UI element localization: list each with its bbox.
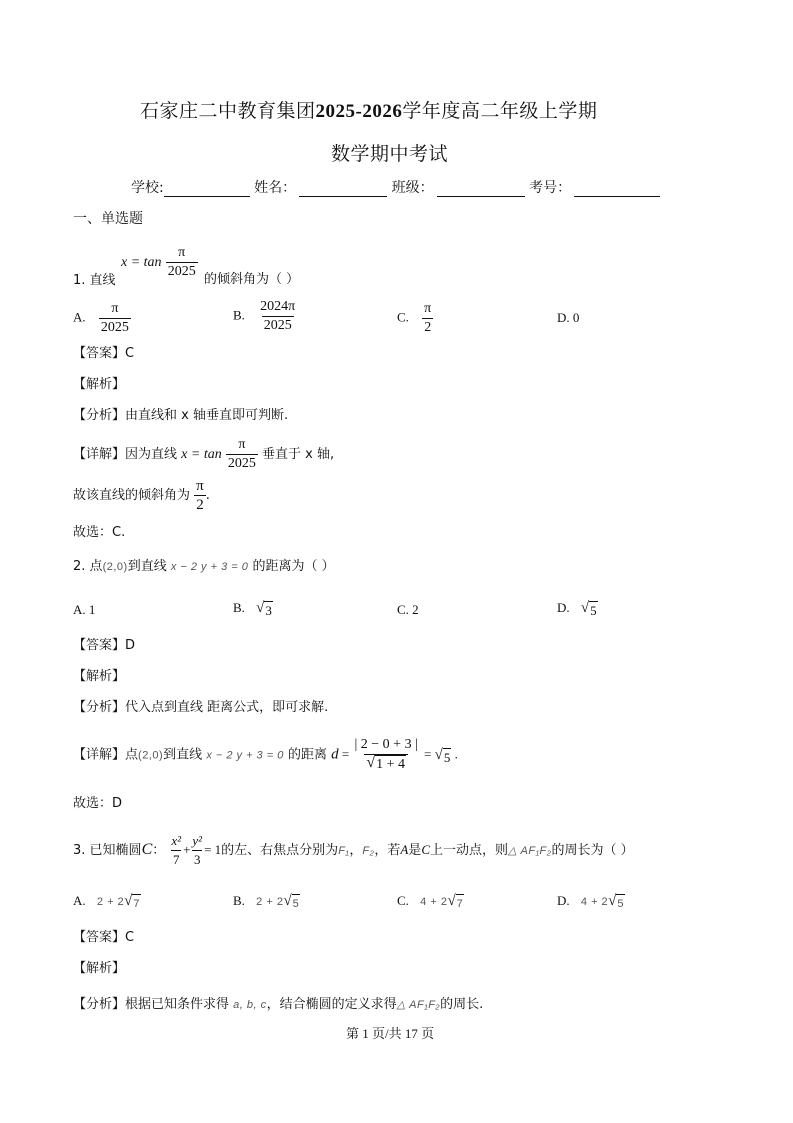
title-grade: 学年度高二年级上学期: [402, 100, 598, 122]
sqrt-symbol: √ 3: [256, 600, 272, 618]
option-text: 2: [412, 602, 419, 617]
frac-num: π: [238, 437, 246, 452]
q1-frac-num: π: [178, 245, 186, 260]
option-key: A.: [73, 309, 86, 325]
q1-answer: [73, 345, 134, 363]
xiangjie-fraction: [226, 436, 258, 473]
q3-tail: 的周长为（ ）: [551, 843, 634, 858]
frac-den: 2025: [100, 320, 129, 335]
option-key: C.: [397, 309, 409, 325]
name-label: 姓名：: [254, 180, 297, 196]
sqrt-symbol: √ 5: [580, 600, 597, 618]
conclude-text: 故该直线的倾斜角为: [73, 488, 191, 503]
q1-eq-fraction: [166, 244, 198, 281]
frac-den: 3: [193, 852, 201, 867]
sqrt-value: 5: [292, 894, 301, 913]
class-blank[interactable]: [437, 182, 525, 197]
xiangjie-line: x − 2 y + 3 = 0: [206, 749, 284, 762]
q2-option-d[interactable]: [557, 599, 598, 620]
name-blank[interactable]: [299, 182, 387, 197]
answer-label: 【答案】: [73, 930, 126, 945]
fenxi-mid: ，结合椭圆的定义求得: [266, 997, 397, 1012]
frac-num: | 2 − 0 + 3 |: [354, 737, 418, 752]
examno-label: 考号：: [529, 180, 572, 196]
q2-option-a[interactable]: [73, 601, 95, 619]
q2-analysis-label: 【解析】: [73, 669, 126, 684]
school-blank[interactable]: [164, 182, 250, 197]
q3-mid4: 上一动点，则: [429, 843, 508, 858]
fenxi-post: 的周长.: [440, 997, 484, 1012]
q3-option-d[interactable]: [557, 892, 625, 913]
q1-tail: 的倾斜角为（ ）: [204, 272, 300, 287]
q1-conclusion: [73, 477, 210, 514]
option-key: B.: [233, 600, 245, 615]
sqrt-value: 7: [456, 894, 465, 913]
q3-mid: 的左、右焦点分别为: [221, 843, 339, 858]
conclude-period: .: [205, 488, 210, 503]
fenxi-pre: 根据已知条件求得: [125, 997, 230, 1012]
q3-lead: 已知椭圆: [89, 843, 142, 858]
q1-xiangjie: [73, 436, 334, 473]
q1-option-c[interactable]: [397, 300, 433, 337]
frac-num: π: [111, 301, 119, 316]
option-key: C.: [397, 893, 409, 908]
q3-option-b[interactable]: [233, 892, 300, 913]
d-result: √ 5: [434, 746, 451, 765]
q2-fenxi: [73, 699, 328, 717]
q3-analysis-label: 【解析】: [73, 961, 126, 976]
option-key: B.: [233, 307, 245, 323]
conclude-fraction: [194, 477, 206, 514]
option-key: D.: [557, 310, 570, 325]
q2-choose: 故选：D: [73, 796, 123, 811]
option-text: 1: [88, 602, 96, 617]
sqrt-value: 5: [616, 894, 625, 913]
option-fraction: [258, 298, 297, 335]
q2-xiangjie: 【详解】点(2,0)到直线 x − 2 y + 3 = 0 的距离 d = | 2 − 0 + 3 | √ 1 + 4 = √ 5 .: [73, 737, 458, 772]
fenxi-label: 【分析】: [73, 700, 126, 715]
frac-num: y²: [192, 833, 203, 848]
q3-F2: F₂: [362, 845, 375, 857]
answer-value: C: [125, 346, 135, 361]
q1-eq-left: x = tan: [121, 255, 162, 270]
option-key: C.: [397, 602, 409, 617]
title-years: 2025-2026: [315, 101, 403, 122]
q1-number: 1.: [73, 273, 86, 288]
q1-fenxi: [73, 407, 288, 425]
q1-equation: [121, 244, 198, 281]
option-key: D.: [557, 600, 570, 615]
xiangjie-dist: 的距离: [287, 747, 327, 763]
option-pre: 2 + 2: [256, 896, 284, 908]
answer-label: 【答案】: [73, 346, 126, 361]
q2-tail: 的距离为（ ）: [252, 559, 335, 574]
q2-number: 2.: [73, 559, 86, 574]
class-label: 班级：: [391, 180, 434, 196]
sqrt-symbol: √ 7: [447, 894, 464, 913]
q1-analysis-label: 【解析】: [73, 377, 126, 392]
option-key: A.: [73, 602, 86, 617]
sqrt-value: 3: [265, 603, 272, 618]
title-school: 石家庄二中教育集团: [140, 100, 316, 122]
option-pre: 4 + 2: [580, 896, 609, 908]
sqrt-symbol: √ 5: [283, 894, 300, 913]
xiangjie-post: 垂直于 x 轴,: [262, 447, 335, 462]
option-fraction: [422, 300, 433, 337]
frac-num: 2024π: [260, 299, 296, 314]
q1-choose: 故选：C.: [73, 525, 126, 540]
xiangjie-mid: 到直线: [163, 747, 203, 763]
exam-title: [140, 96, 597, 123]
sqrt-symbol: √ 7: [124, 894, 141, 913]
d-var: d: [331, 746, 339, 763]
q2-answer: [73, 637, 135, 655]
q2-lead: 点: [89, 559, 103, 574]
xiangjie-pre: 因为直线: [125, 447, 178, 462]
q3-y-fraction: [190, 832, 204, 869]
sqrt-value: 5: [443, 749, 451, 765]
frac-num: x²: [171, 833, 182, 848]
fenxi-text: 代入点到直线 距离公式，即可求解.: [125, 700, 329, 715]
q3-number: 3.: [73, 843, 86, 858]
q3-stem: 3. 已知椭圆C： $\frac{\text{x²}}{7}$ + $\frac{\text{y²}}{3}$ = 1的左、右焦点分别为F₁，F₂，若A是C上一动点，则△ AF₁F₂的周长为（ ）: [73, 833, 634, 867]
frac-den: 7: [172, 852, 180, 867]
q2-point: (2,0): [102, 561, 128, 573]
q3-eq-one: = 1: [204, 842, 222, 857]
answer-label: 【答案】: [73, 638, 126, 653]
frac-den: √ 1 + 4: [364, 754, 408, 774]
q1-frac-den: 2025: [167, 264, 196, 279]
q2-option-b[interactable]: [233, 599, 273, 620]
distance-fraction: [352, 736, 419, 774]
sqrt-value: 5: [590, 603, 597, 618]
fenxi-label: 【分析】: [73, 997, 126, 1012]
fenxi-triangle: △ AF₁F₂: [396, 999, 441, 1011]
answer-value: C: [125, 930, 135, 945]
xiangjie-pre: 点: [125, 747, 139, 763]
fenxi-abc: a, b, c: [233, 999, 267, 1011]
frac-num: π: [424, 301, 432, 316]
q3-C: C: [141, 841, 153, 858]
q2-mid: 到直线: [127, 559, 167, 574]
q3-x-fraction: [169, 832, 183, 869]
q1-stem: [73, 272, 116, 290]
sqrt-symbol: √ 5: [608, 894, 625, 913]
option-text: 0: [572, 310, 580, 325]
q1-option-b[interactable]: [233, 298, 297, 335]
q1-lead: 直线: [89, 273, 116, 288]
frac-den: 2025: [263, 318, 292, 333]
q3-F1: F₁: [338, 845, 350, 857]
q3-colon: ：: [152, 843, 166, 858]
option-fraction: [99, 300, 131, 337]
q3-C2: C: [421, 842, 430, 857]
q3-option-c[interactable]: [397, 892, 464, 913]
q2-stem: [73, 558, 335, 576]
section-heading: 一、单选题: [73, 211, 143, 227]
page-footer: 第 1 页/共 17 页: [346, 1026, 435, 1041]
option-key: B.: [233, 893, 245, 908]
q3-mid3: 是: [408, 843, 422, 858]
examno-blank[interactable]: [574, 182, 660, 197]
option-key: D.: [557, 893, 570, 908]
frac-den: 2: [424, 320, 432, 335]
answer-value: D: [125, 638, 136, 653]
q3-option-a[interactable]: [73, 892, 141, 913]
frac-num: π: [196, 478, 204, 494]
option-key: A.: [73, 893, 86, 908]
q1-option-d[interactable]: [557, 309, 579, 327]
fenxi-text: 由直线和 x 轴垂直即可判断.: [125, 408, 289, 423]
q2-option-c[interactable]: [397, 601, 419, 619]
frac-den: 2025: [227, 456, 256, 471]
q3-triangle: △ AF₁F₂: [508, 845, 552, 857]
frac-den: 2: [196, 497, 204, 513]
option-pre: 2 + 2: [96, 896, 125, 908]
sqrt-value: 1 + 4: [376, 757, 406, 772]
school-label: 学校:: [131, 180, 164, 196]
option-pre: 4 + 2: [420, 896, 448, 908]
q3-fenxi: [73, 996, 483, 1014]
xiangjie-point: (2,0): [138, 749, 164, 762]
sqrt-value: 7: [132, 894, 141, 913]
exam-subtitle: 数学期中考试: [331, 143, 449, 165]
q3-mid2: ，若: [374, 843, 401, 858]
q3-A: A: [400, 842, 409, 857]
q1-option-a[interactable]: [73, 300, 131, 337]
xiangjie-label: 【详解】: [73, 747, 126, 763]
q3-answer: [73, 929, 134, 947]
fenxi-label: 【分析】: [73, 408, 126, 423]
info-row: [131, 179, 660, 197]
xiangjie-label: 【详解】: [73, 447, 126, 462]
xiangjie-eq: x = tan: [181, 447, 222, 462]
q2-line: x − 2 y + 3 = 0: [170, 561, 249, 573]
